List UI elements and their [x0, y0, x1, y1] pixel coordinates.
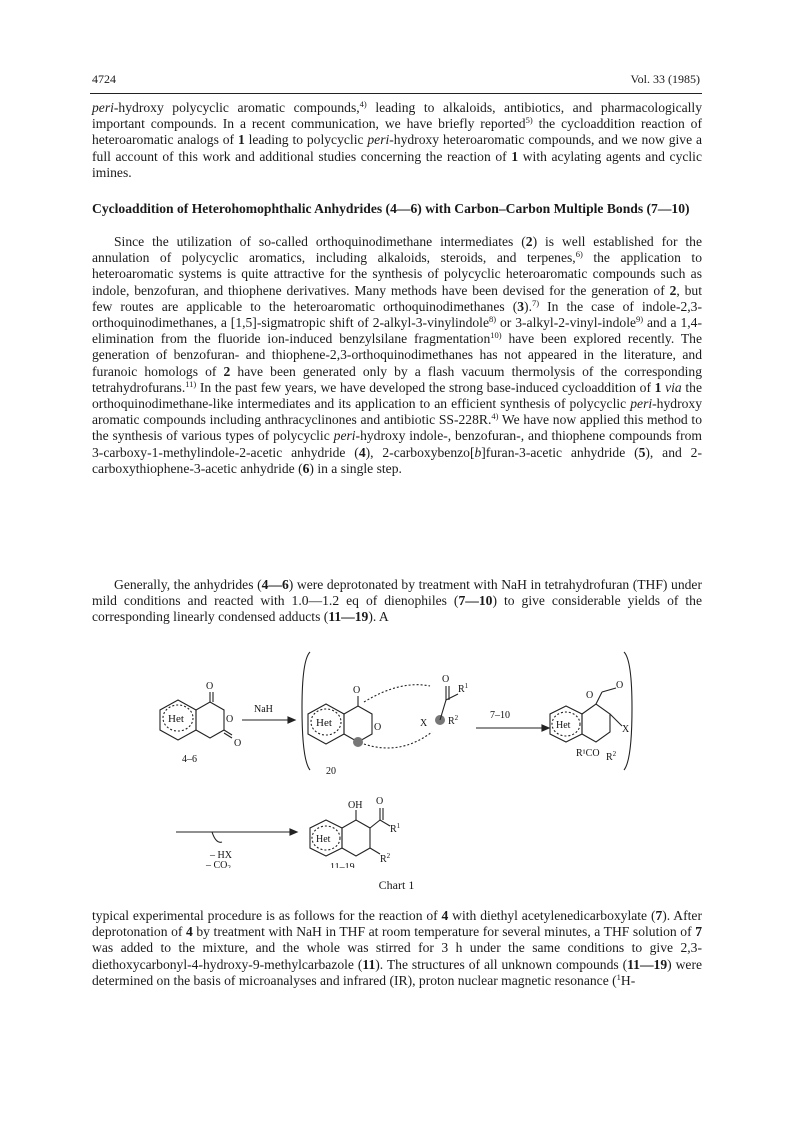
- paragraph-3: typical experimental procedure is as follows for the reaction of 4 with diethyl acetylenedicarboxylate (7). After deprotonation of 4 by treatment with NaH in THF at room temperature for several minutes, a THF solution of 7 was added to the mixture, and the whole was stirred for 3 h under the same conditions to give 2,3-diethoxycarbonyl-4-hydroxy-9-methylcarbazole (11). The structures of all unknown compounds (11—19) were determined on the basis of microanalyses and infrared (IR), proton nuclear magnetic resonance ($^1$H-: [92, 908, 703, 988]
- label-20: 20: [326, 766, 336, 777]
- paragraph-1: Since the utilization of so-called orthoquinodimethane intermediates (2) is well established for the annulation of polycyclic aromatics, including alkaloids, steroids, and terpenes,$^{6)}$ the application to heteroaromatic systems is quite attractive for the synthesis of polycyclic heteroaromatic compounds such as indole, benzofuran, and thiophene derivatives. Many methods have been devised for the generation of 2, but few routes are applicable to the heteroaromatic orthoquinodimethanes (3).$^{7)}$ In the case of indole-2,3-orthoquinodimethanes, a [1,5]-sigmatropic shift of 2-alkyl-3-vinylindole$^{8)}$ or 3-alkyl-2-vinyl-indole$^{9)}$ and a 1,4-elimination from the fluoride ion-induced benzylsilane fragmentation$^{10)}$ have been explored recently. The generation of benzofuran- and thiophene-2,3-orthoquinodimethanes has not appeared in the literature, and furanoic homologs of 2 have been generated only by a flash vacuum thermolysis of the corresponding tetrahydrofurans.$^{11)}$ In the past few years, we have developed the strong base-induced cycloaddition of 1 via the orthoquinodimethane-like intermediates and its application to an efficient synthesis of polycyclic peri-hydroxy aromatic compounds including anthracyclinones and antibiotic SS-228R.$^{4)}$ We have now applied this method to the synthesis of various types of polycyclic peri-hydroxy indole-, benzofuran-, and thiophene compounds from 3-carboxy-1-methylindole-2-acetic anhydride (4), 2-carboxybenzo[b]furan-3-acetic anhydride (5), and 2-carboxythiophene-3-acetic anhydride (6) in a single step.: [92, 234, 702, 476]
- svg-text:O: O: [234, 738, 242, 749]
- product-structure: [310, 796, 401, 865]
- svg-text:R1: $R^1$: [390, 822, 401, 835]
- label-7-10: 7–10: [490, 710, 510, 721]
- header-rule: [90, 93, 702, 94]
- dienophile: [420, 674, 469, 729]
- elimination-arrow: [176, 829, 297, 868]
- right-bracket: [624, 652, 632, 770]
- nah-label: NaH: [254, 704, 273, 715]
- svg-text:Het: Het: [316, 717, 332, 729]
- adduct-structure: [550, 680, 630, 763]
- chart-caption: Chart 1: [378, 878, 415, 892]
- label-11-19: 11–19: [330, 862, 355, 868]
- svg-text:R2: $R^2$: [448, 714, 459, 727]
- svg-text:Het: Het: [556, 720, 571, 731]
- page-number: 4724: [92, 72, 116, 86]
- section-heading: Cycloaddition of Heterohomophthalic Anhydrides (4—6) with Carbon–Carbon Multiple Bonds (7—10): [92, 201, 690, 216]
- nah-arrow: [242, 704, 295, 723]
- het-label: Het: [168, 713, 184, 725]
- chart-1-scheme: [150, 648, 650, 868]
- svg-text:X: X: [622, 724, 630, 735]
- intermediate-20: [308, 685, 432, 748]
- dienophile-arrow: [476, 710, 549, 731]
- volume-info: Vol. 33 (1985): [630, 72, 700, 86]
- svg-text:O: O: [376, 796, 384, 807]
- loss-hx: – HX: [210, 850, 232, 861]
- svg-text:R1: $R^1$: [458, 682, 469, 695]
- left-bracket: [302, 652, 310, 770]
- reaction-scheme: [150, 648, 650, 873]
- svg-text:O: O: [616, 680, 624, 691]
- svg-text:Het: Het: [316, 834, 331, 845]
- paragraph-2: Generally, the anhydrides (4—6) were deprotonated by treatment with NaH in tetrahydrofuran (THF) under mild conditions and reacted with 1.0—1.2 eq of dienophiles (7—10) to give considerable yields of the corresponding linearly condensed adducts (11—19). A: [92, 577, 702, 625]
- label-4-6: 4–6: [182, 754, 197, 765]
- anhydride-structure: [160, 681, 241, 749]
- svg-text:X: X: [420, 718, 428, 729]
- svg-text:O: O: [206, 681, 214, 692]
- svg-text:R¹CO: R¹CO: [576, 748, 600, 759]
- svg-text:O: O: [586, 690, 594, 701]
- svg-text:OH: OH: [348, 800, 363, 811]
- svg-text:O: O: [353, 685, 361, 696]
- loss-co2: – $CO_2$: [206, 860, 231, 868]
- svg-text:R2: $R^2$: [380, 852, 391, 865]
- svg-text:R2: $R^2$: [606, 750, 617, 763]
- svg-text:O: O: [226, 714, 234, 725]
- svg-text:O: O: [374, 722, 382, 733]
- svg-text:O: O: [442, 674, 450, 685]
- intro-paragraph: peri-hydroxy polycyclic aromatic compounds,$^{4)}$ leading to alkaloids, antibiotics, and pharmacologically important compounds. In a recent communication, we have briefly reported$^{5)}$ the cycloaddition reaction of heteroaromatic analogs of 1 leading to polycyclic peri-hydroxy heteroaromatic compounds, and we now give a full account of this work and additional studies concerning the reaction of 1 with acylating agents and cyclic imines.: [92, 99, 702, 180]
